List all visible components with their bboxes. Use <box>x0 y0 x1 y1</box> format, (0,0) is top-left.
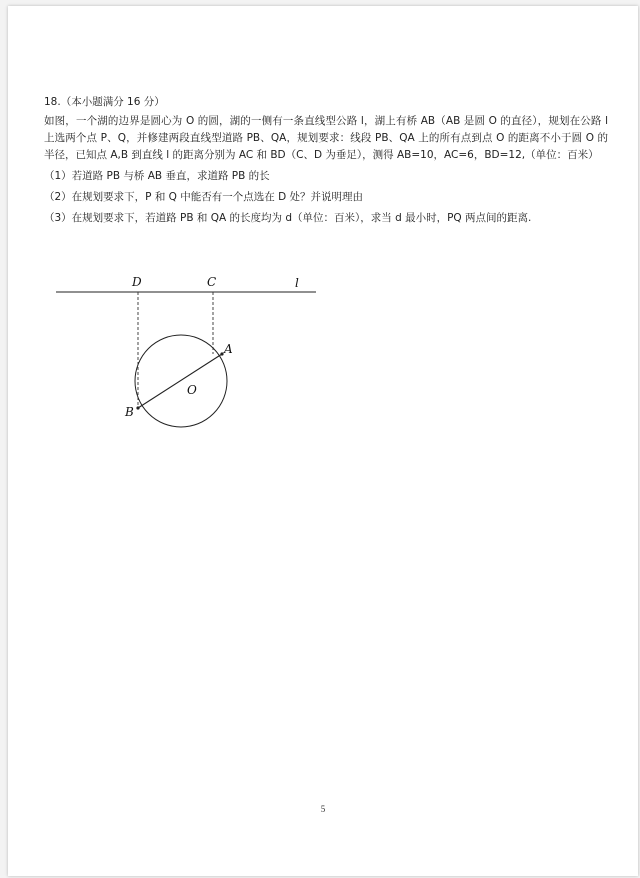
exam-page <box>8 6 638 876</box>
label-c: C <box>207 275 217 289</box>
label-b: B <box>125 405 134 419</box>
question-part-2: （2）在规划要求下，P 和 Q 中能否有一个点选在 D 处？并说明理由 <box>44 191 364 203</box>
question-18 <box>44 94 608 227</box>
question-stem: 如图，一个湖的边界是圆心为 O 的圆，湖的一侧有一条直线型公路 l，湖上有桥 AB（AB 是圆 O 的直径），规划在公路 l 上选两个点 P、Q，并修建两段直线型道路 PB、QA，规划要求：线段 PB、QA 上的所有点到点 O 的距离不小于圆 O 的半径，已知点 A,B 到直线 l 的距离分别为 AC 和 BD（C、D 为垂足），测得 AB=10，AC=6，BD=12,（单位：百米） <box>44 115 608 161</box>
question-part-1: （1）若道路 PB 与桥 AB 垂直，求道路 PB 的长 <box>44 170 270 182</box>
label-o: O <box>187 383 197 397</box>
page-number: 5 <box>320 804 326 814</box>
label-a: A <box>224 342 233 356</box>
geometry-figure <box>48 270 338 440</box>
label-l: l <box>295 276 299 290</box>
question-part-3: （3）在规划要求下，若道路 PB 和 QA 的长度均为 d（单位：百米），求当 d 最小时，PQ 两点间的距离. <box>44 212 532 224</box>
point-b-dot <box>136 406 139 409</box>
label-d: D <box>132 275 142 289</box>
bridge-ab <box>138 354 222 408</box>
question-header: 18.（本小题满分 16 分） <box>44 96 165 108</box>
